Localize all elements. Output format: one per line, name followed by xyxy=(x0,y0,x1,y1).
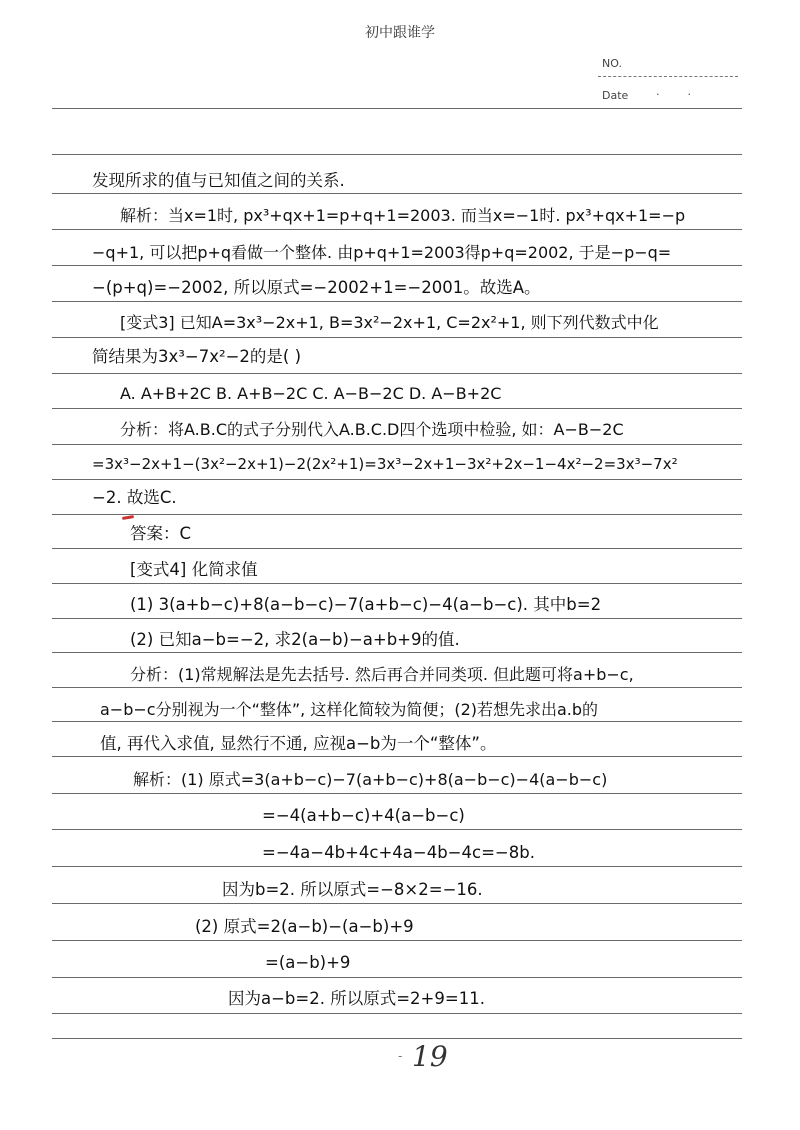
text-line: 解析：(1) 原式=3(a+b−c)−7(a+b−c)+8(a−b−c)−4(a−b−c) xyxy=(133,770,608,789)
text-line: =(a−b)+9 xyxy=(265,953,351,972)
text-line: a−b−c分别视为一个“整体”, 这样化简较为简便；(2)若想先求出a.b的 xyxy=(100,700,599,719)
ruled-line xyxy=(52,903,742,904)
ruled-line xyxy=(52,193,742,194)
ruled-line xyxy=(52,301,742,302)
text-line: (2) 原式=2(a−b)−(a−b)+9 xyxy=(195,917,414,936)
no-label: NO. xyxy=(602,57,622,70)
text-line: (1) 3(a+b−c)+8(a−b−c)−7(a+b−c)−4(a−b−c). 其中b=2 xyxy=(130,595,602,614)
text-line: 值, 再代入求值, 显然行不通, 应视a−b为一个“整体”。 xyxy=(100,734,497,753)
ruled-line xyxy=(52,337,742,338)
text-line: 解析：当x=1时, px³+qx+1=p+q+1=2003. 而当x=−1时. px³+qx+1=−p xyxy=(120,206,686,225)
text-line: 分析：将A.B.C的式子分别代入A.B.C.D四个选项中检验, 如：A−B−2C xyxy=(120,420,624,439)
ruled-line xyxy=(52,652,742,653)
text-line: −(p+q)=−2002, 所以原式=−2002+1=−2001。故选A。 xyxy=(92,278,541,297)
text-line: 答案：C xyxy=(130,524,192,543)
text-line: =3x³−2x+1−(3x²−2x+1)−2(2x²+1)=3x³−2x+1−3x²+2x−1−4x²−2=3x³−7x² xyxy=(92,455,678,473)
no-dotted-line xyxy=(598,76,738,77)
text-line: (2) 已知a−b=−2, 求2(a−b)−a+b+9的值. xyxy=(130,630,460,649)
text-line: 因为b=2. 所以原式=−8×2=−16. xyxy=(222,880,483,899)
ruled-line xyxy=(52,756,742,757)
text-line: =−4a−4b+4c+4a−4b−4c=−8b. xyxy=(262,843,535,862)
ruled-line xyxy=(52,583,742,584)
text-line: −q+1, 可以把p+q看做一个整体. 由p+q+1=2003得p+q=2002, 于是−p−q= xyxy=(92,243,672,262)
page-number: 19 xyxy=(412,1040,448,1073)
ruled-line xyxy=(52,444,742,445)
page-mark: - xyxy=(398,1049,403,1063)
text-line: 因为a−b=2. 所以原式=2+9=11. xyxy=(228,989,485,1008)
ruled-line xyxy=(52,1013,742,1014)
ruled-line xyxy=(52,866,742,867)
ruled-line xyxy=(52,618,742,619)
text-line: 发现所求的值与已知值之间的关系. xyxy=(92,171,345,190)
ruled-line xyxy=(52,265,742,266)
ruled-line xyxy=(52,793,742,794)
ruled-line xyxy=(52,1038,742,1039)
date-label: Date xyxy=(602,89,629,102)
text-line: 简结果为3x³−7x²−2的是( ) xyxy=(92,347,302,366)
text-line: −2. 故选C. xyxy=(92,488,177,507)
ruled-line xyxy=(52,687,742,688)
date-dots: ·· xyxy=(656,88,719,101)
ruled-line xyxy=(52,154,742,155)
text-line: [变式3] 已知A=3x³−2x+1, B=3x²−2x+1, C=2x²+1, 则下列代数式中化 xyxy=(120,313,659,332)
ruled-line xyxy=(52,408,742,409)
text-line: A. A+B+2C B. A+B−2C C. A−B−2C D. A−B+2C xyxy=(120,384,502,403)
red-pen-mark xyxy=(122,515,134,520)
ruled-line xyxy=(52,514,742,515)
ruled-line xyxy=(52,108,742,109)
ruled-line xyxy=(52,373,742,374)
ruled-line xyxy=(52,721,742,722)
text-line: 分析：(1)常规解法是先去括号. 然后再合并同类项. 但此题可将a+b−c, xyxy=(130,665,634,684)
ruled-line xyxy=(52,940,742,941)
page-header-title: 初中跟谁学 xyxy=(365,25,435,41)
ruled-line xyxy=(52,479,742,480)
ruled-line xyxy=(52,977,742,978)
ruled-line xyxy=(52,548,742,549)
ruled-line xyxy=(52,229,742,230)
text-line: [变式4] 化简求值 xyxy=(130,560,258,579)
ruled-line xyxy=(52,829,742,830)
text-line: =−4(a+b−c)+4(a−b−c) xyxy=(262,806,465,825)
